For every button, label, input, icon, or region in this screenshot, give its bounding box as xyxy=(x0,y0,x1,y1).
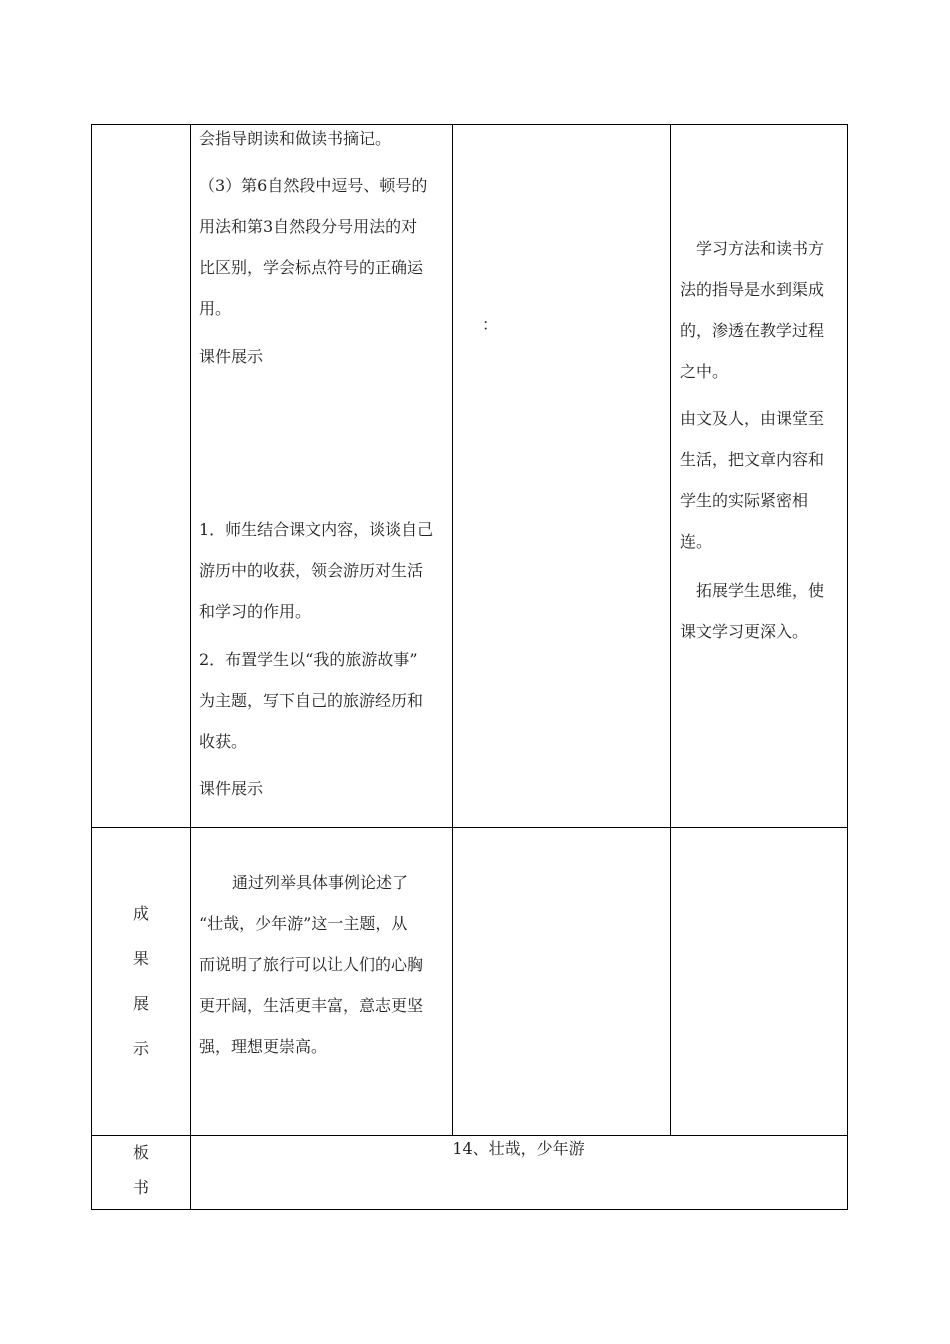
text-line: 2．布置学生以“我的旅游故事” xyxy=(199,650,418,669)
board-writing-title: 14、壮哉，少年游 xyxy=(452,1139,585,1158)
text-line: 拓展学生思维，使 xyxy=(680,581,825,600)
courseware-label-1 xyxy=(199,336,449,377)
row1-process-cell xyxy=(199,118,449,159)
text-line: 法的指导是水到渠成 xyxy=(680,280,825,299)
row2-label-char-4: 示 xyxy=(132,1039,149,1058)
row3-label-char-2: 书 xyxy=(132,1178,149,1197)
row1-intent-cell-2 xyxy=(680,398,845,562)
activity-1 xyxy=(199,509,449,632)
text-line: 而说明了旅行可以让人们的心胸 xyxy=(199,955,424,974)
text-line: 为主题，写下自己的旅游经历和 xyxy=(199,691,424,710)
text-line: 课件展示 xyxy=(199,779,264,798)
row1-intent-cell-3 xyxy=(680,570,845,652)
text-line: 课文学习更深入。 xyxy=(680,622,809,641)
text-line: （3）第6自然段中逗号、顿号的 xyxy=(199,176,428,195)
text-line: 比区别，学会标点符号的正确运 xyxy=(199,258,424,277)
text-line: 学习方法和读书方 xyxy=(680,239,825,258)
text-line: 的，渗透在教学过程 xyxy=(680,321,825,340)
text-line: 由文及人，由课堂至 xyxy=(680,409,825,428)
table-right-border xyxy=(847,124,848,1210)
row1-col3-mark xyxy=(482,304,522,345)
row-divider-1 xyxy=(91,827,848,828)
text-line: 连。 xyxy=(680,532,713,551)
row2-label-char-1: 成 xyxy=(132,904,149,923)
row3-label-char-1: 板 xyxy=(132,1143,149,1162)
row1-intent-cell xyxy=(680,228,845,392)
text-line: ： xyxy=(482,315,499,334)
row2-label-char-3: 展 xyxy=(132,994,149,1013)
text-line: 之中。 xyxy=(680,362,729,381)
text-line: 游历中的收获，领会游历对生活 xyxy=(199,561,424,580)
col-divider-3 xyxy=(670,124,671,1136)
text-line: 收获。 xyxy=(199,732,248,751)
text-line: 1．师生结合课文内容，谈谈自己 xyxy=(199,520,434,539)
text-line: “壮哉，少年游”这一主题，从 xyxy=(199,914,408,933)
row2-label-char-2: 果 xyxy=(132,949,149,968)
text-line: 生活，把文章内容和 xyxy=(680,450,825,469)
row2-result-cell xyxy=(199,862,449,1067)
text-line: 课件展示 xyxy=(199,347,264,366)
text-line: 会指导朗读和做读书摘记。 xyxy=(199,129,392,148)
text-line: 用法和第3自然段分号用法的对 xyxy=(199,217,418,236)
text-line: 更开阔，生活更丰富，意志更坚 xyxy=(199,996,424,1015)
text-line: 用。 xyxy=(199,299,232,318)
text-line: 学生的实际紧密相 xyxy=(680,491,809,510)
col-divider-2 xyxy=(452,124,453,1136)
text-line: 通过列举具体事例论述了 xyxy=(232,873,409,892)
text-line: 和学习的作用。 xyxy=(199,602,312,621)
table-bottom-border xyxy=(91,1209,848,1210)
courseware-label-2 xyxy=(199,768,449,809)
text-line: 强，理想更崇高。 xyxy=(199,1037,328,1056)
row1-process-cell-2 xyxy=(199,165,449,329)
activity-2 xyxy=(199,639,449,762)
